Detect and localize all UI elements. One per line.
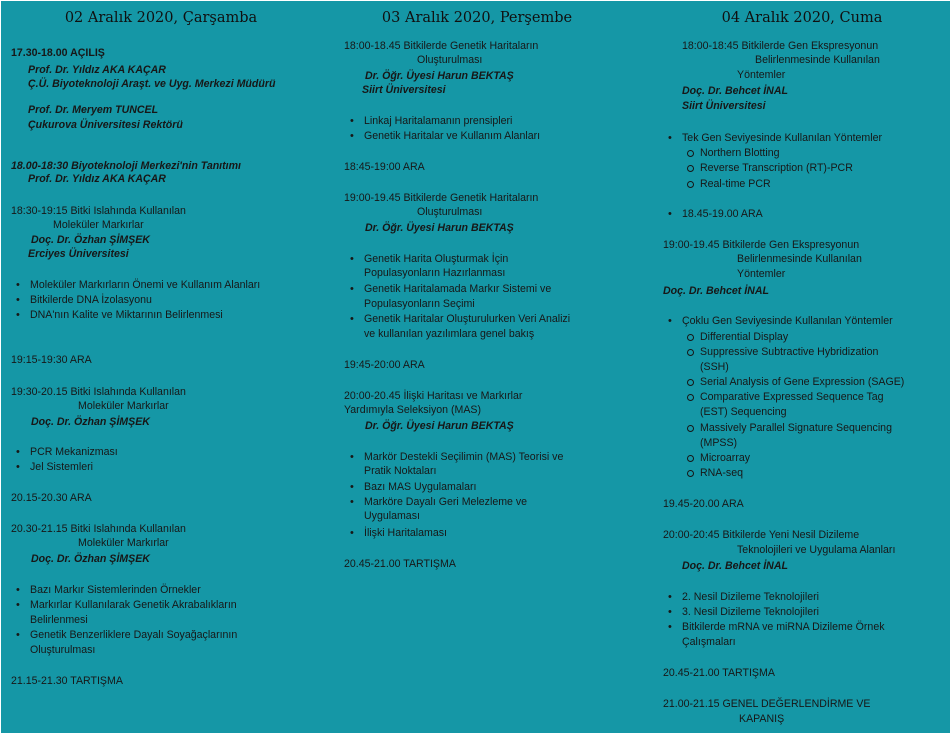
day-2-line: Dr. Öğr. Üyesi Harun BEKTAŞ <box>365 70 514 82</box>
day-3-line: Yöntemler <box>737 268 786 280</box>
day-1-line: 20.30-21.15 Bitki Islahında Kullanılan <box>11 523 186 535</box>
day-3-line: Siirt Üniversitesi <box>682 100 766 112</box>
day-2-line: Dr. Öğr. Üyesi Harun BEKTAŞ <box>365 420 514 432</box>
day-3-line: Teknolojileri ve Uygulama Alanları <box>737 544 896 556</box>
day-1-line: Moleküler Markırlar <box>78 400 169 412</box>
day-1-line: Doç. Dr. Özhan ŞİMŞEK <box>31 553 150 565</box>
day-2-line: Populasyonların Seçimi <box>364 298 475 310</box>
day-2-line: • Genetik Haritalar ve Kullanım Alanları <box>364 130 540 143</box>
day-2-line: • Markör Destekli Seçilimin (MAS) Teorisi ve <box>364 451 563 464</box>
day-3-line: Northern Blotting <box>700 147 780 159</box>
day-3-line: Belirlenmesinde Kullanılan <box>737 253 862 265</box>
day-1-title: 02 Aralık 2020, Çarşamba <box>64 10 258 26</box>
day-1-line: • DNA'nın Kalite ve Miktarının Belirlenmesi <box>30 309 223 322</box>
day-3-line: Real-time PCR <box>700 178 771 190</box>
day-1-line: 19:15-19:30 ARA <box>11 354 92 366</box>
day-3-line: (SSH) <box>700 361 729 373</box>
day-1-line: 21.15-21.30 TARTIŞMA <box>11 675 123 687</box>
day-3-line: • 18.45-19.00 ARA <box>682 208 763 221</box>
day-1-line: Ç.Ü. Biyoteknoloji Araşt. ve Uyg. Merkezi Müdürü <box>28 78 276 90</box>
day-1-line: Oluşturulması <box>30 644 96 656</box>
day-1-line: • Bazı Markır Sistemlerinden Örnekler <box>30 584 201 597</box>
day-1-line: 18:30-19:15 Bitki Islahında Kullanılan <box>11 205 186 217</box>
day-3-line: (MPSS) <box>700 437 738 449</box>
day-2-line: ve kullanılan yazılımlara genel bakış <box>364 328 535 340</box>
day-1-column <box>1 1 321 733</box>
day-1-line: Doç. Dr. Özhan ŞİMŞEK <box>31 416 150 428</box>
day-3-line: 20:00-20:45 Bitkilerde Yeni Nesil Dizileme <box>663 529 860 541</box>
day-2-line: Yardımıyla Seleksiyon (MAS) <box>344 404 481 416</box>
day-3-line: Comparative Expressed Sequence Tag <box>700 391 884 403</box>
day-1-line: 20.15-20.30 ARA <box>11 492 92 504</box>
day-1-line: • Bitkilerde DNA İzolasyonu <box>30 294 152 307</box>
day-3-line: • Bitkilerde mRNA ve miRNA Dizileme Örnek <box>682 621 885 634</box>
program-page <box>1 1 950 733</box>
day-3-line: KAPANIŞ <box>739 713 785 725</box>
day-3-line: RNA-seq <box>700 467 743 479</box>
day-3-line: Belirlenmesinde Kullanılan <box>755 54 880 66</box>
day-3-line: Doç. Dr. Behcet İNAL <box>663 285 769 297</box>
day-3-line: • Tek Gen Seviyesinde Kullanılan Yöntemler <box>682 132 882 145</box>
day-3-line: • Çoklu Gen Seviyesinde Kullanılan Yöntemler <box>682 315 893 328</box>
day-2-line: • Linkaj Haritalamanın prensipleri <box>364 115 512 128</box>
day-2-line: Oluşturulması <box>417 206 483 218</box>
day-2-line: 20.45-21.00 TARTIŞMA <box>344 558 456 570</box>
day-1-line: Prof. Dr. Yıldız AKA KAÇAR <box>28 173 166 185</box>
day-1-line: • Moleküler Markırların Önemi ve Kullanım Alanları <box>30 279 260 292</box>
day-3-line: Differential Display <box>700 331 789 343</box>
day-2-line: 20:00-20.45 İlişki Haritası ve Markırlar <box>344 390 523 402</box>
day-2-line: 18:45-19:00 ARA <box>344 161 425 173</box>
day-2-line: • İlişki Haritalaması <box>364 527 447 540</box>
day-1-line: • Markırlar Kullanılarak Genetik Akrabalıkların <box>30 599 237 612</box>
day-1-line: Doç. Dr. Özhan ŞİMŞEK <box>31 234 150 246</box>
day-1-line: Belirlenmesi <box>30 614 88 626</box>
day-2-line: • Bazı MAS Uygulamaları <box>364 481 476 494</box>
day-3-line: 19:00-19.45 Bitkilerde Gen Ekspresyonun <box>663 239 860 251</box>
day-1-line: • Genetik Benzerliklere Dayalı Soyağaçlarının <box>30 629 237 642</box>
day-2-line: • Genetik Haritalar Oluşturulurken Veri Analizi <box>364 313 570 326</box>
day-3-line: 20.45-21.00 TARTIŞMA <box>663 667 775 679</box>
day-1-line: • PCR Mekanizması <box>30 446 118 459</box>
day-2-line: Siirt Üniversitesi <box>362 84 446 96</box>
day-2-line: 18:00-18.45 Bitkilerde Genetik Haritaların <box>344 40 539 52</box>
day-1-line: Prof. Dr. Yıldız AKA KAÇAR <box>28 64 166 76</box>
day-3-line: Reverse Transcription (RT)-PCR <box>700 162 853 174</box>
day-2-line: • Markörе Dayalı Geri Melezleme ve <box>364 496 527 509</box>
day-3-line: Microarray <box>700 452 751 464</box>
day-1-line: Çukurova Üniversitesi Rektörü <box>28 119 183 131</box>
day-2-line: Oluşturulması <box>417 54 483 66</box>
day-2-line: Pratik Noktaları <box>364 465 437 477</box>
day-1-line: Erciyes Üniversitesi <box>28 248 129 260</box>
day-3-line: Çalışmaları <box>682 636 736 648</box>
day-3-column <box>653 1 951 733</box>
day-1-line: Moleküler Markırlar <box>53 219 144 231</box>
day-3-line: Serial Analysis of Gene Expression (SAGE) <box>700 376 905 388</box>
day-3-line: 21.00-21.15 GENEL DEĞERLENDİRME VE <box>663 698 871 710</box>
day-2-line: Dr. Öğr. Üyesi Harun BEKTAŞ <box>365 222 514 234</box>
day-2-line: • Genetik Haritalamada Markır Sistemi ve <box>364 283 551 296</box>
day-1-line: Moleküler Markırlar <box>78 537 169 549</box>
day-3-line: Doç. Dr. Behcet İNAL <box>682 560 788 572</box>
day-2-line: • Genetik Harita Oluşturmak İçin <box>364 253 508 266</box>
day-1-line: 17.30-18.00 AÇILIŞ <box>11 47 105 59</box>
day-3-line: • 3. Nesil Dizileme Teknolojileri <box>682 606 819 619</box>
day-3-line: Doç. Dr. Behcet İNAL <box>682 85 788 97</box>
day-3-title: 04 Aralık 2020, Cuma <box>721 10 883 26</box>
day-3-line: 18:00-18:45 Bitkilerde Gen Ekspresyonun <box>682 40 879 52</box>
day-2-line: Uygulaması <box>364 510 420 522</box>
day-1-line: • Jel Sistemleri <box>30 461 93 474</box>
day-3-line: Massively Parallel Signature Sequencing <box>700 422 892 434</box>
day-2-line: 19:45-20:00 ARA <box>344 359 425 371</box>
day-2-line: Populasyonların Hazırlanması <box>364 267 506 279</box>
day-2-column <box>332 1 622 733</box>
day-3-line: (EST) Sequencing <box>700 406 787 418</box>
day-3-line: 19.45-20.00 ARA <box>663 498 744 510</box>
day-3-line: • 2. Nesil Dizileme Teknolojileri <box>682 591 819 604</box>
day-1-line: 18.00-18:30 Biyoteknoloji Merkezi'nin Tanıtımı <box>11 160 241 172</box>
day-3-line: Suppressive Subtractive Hybridization <box>700 346 879 358</box>
day-1-line: Prof. Dr. Meryem TUNCEL <box>28 104 159 116</box>
day-1-line: 19:30-20.15 Bitki Islahında Kullanılan <box>11 386 186 398</box>
day-2-line: 19:00-19.45 Bitkilerde Genetik Haritaların <box>344 192 539 204</box>
day-3-line: Yöntemler <box>737 69 786 81</box>
day-2-title: 03 Aralık 2020, Perşembe <box>381 10 573 26</box>
